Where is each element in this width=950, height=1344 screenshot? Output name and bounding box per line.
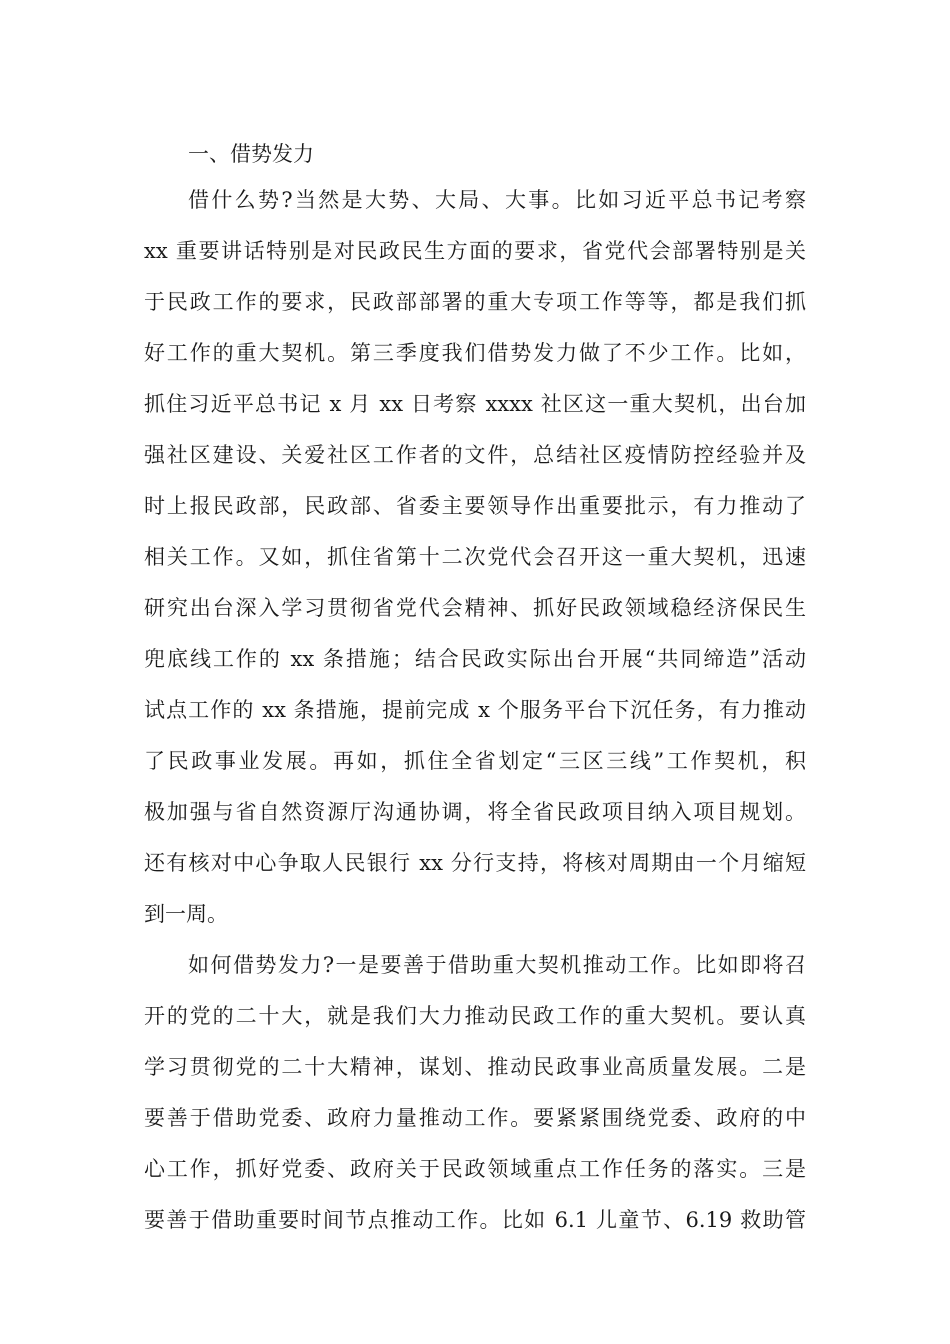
paragraph-line: 到一周。 <box>144 902 228 926</box>
paragraph-line: 相关工作。又如，抓住省第十二次党代会召开这一重大契机，迅速 <box>144 545 806 569</box>
paragraph-line: 于民政工作的要求，民政部部署的重大专项工作等等，都是我们抓 <box>144 290 806 314</box>
paragraph-line: 兜底线工作的 xx 条措施；结合民政实际出台开展“共同缔造”活动 <box>144 647 806 671</box>
paragraph-line: 强社区建设、关爱社区工作者的文件，总结社区疫情防控经验并及 <box>144 443 806 467</box>
paragraph-line: 试点工作的 xx 条措施，提前完成 x 个服务平台下沉任务，有力推动 <box>144 698 806 722</box>
paragraph-line: xx 重要讲话特别是对民政民生方面的要求，省党代会部署特别是关 <box>144 239 806 263</box>
paragraph-line: 极加强与省自然资源厅沟通协调，将全省民政项目纳入项目规划。 <box>144 800 806 824</box>
paragraph-line: 如何借势发力?一是要善于借助重大契机推动工作。比如即将召 <box>188 953 806 977</box>
paragraph-line: 要善于借助党委、政府力量推动工作。要紧紧围绕党委、政府的中 <box>144 1106 806 1130</box>
paragraph-line: 借什么势?当然是大势、大局、大事。比如习近平总书记考察 <box>188 188 806 212</box>
paragraph-line: 了民政事业发展。再如，抓住全省划定“三区三线”工作契机，积 <box>144 749 806 773</box>
paragraph-line: 心工作，抓好党委、政府关于民政领域重点工作任务的落实。三是 <box>144 1157 806 1181</box>
paragraph-line: 研究出台深入学习贯彻省党代会精神、抓好民政领域稳经济保民生 <box>144 596 806 620</box>
paragraph-line: 要善于借助重要时间节点推动工作。比如 6.1 儿童节、6.19 救助管 <box>144 1208 806 1232</box>
paragraph-line: 还有核对中心争取人民银行 xx 分行支持，将核对周期由一个月缩短 <box>144 851 806 875</box>
section-heading: 一、借势发力 <box>188 142 314 166</box>
paragraph-line: 开的党的二十大，就是我们大力推动民政工作的重大契机。要认真 <box>144 1004 806 1028</box>
paragraph-line: 抓住习近平总书记 x 月 xx 日考察 xxxx 社区这一重大契机，出台加 <box>144 392 806 416</box>
paragraph-line: 好工作的重大契机。第三季度我们借势发力做了不少工作。比如， <box>144 341 806 365</box>
paragraph-line: 学习贯彻党的二十大精神，谋划、推动民政事业高质量发展。二是 <box>144 1055 806 1079</box>
paragraph-line: 时上报民政部，民政部、省委主要领导作出重要批示，有力推动了 <box>144 494 806 518</box>
